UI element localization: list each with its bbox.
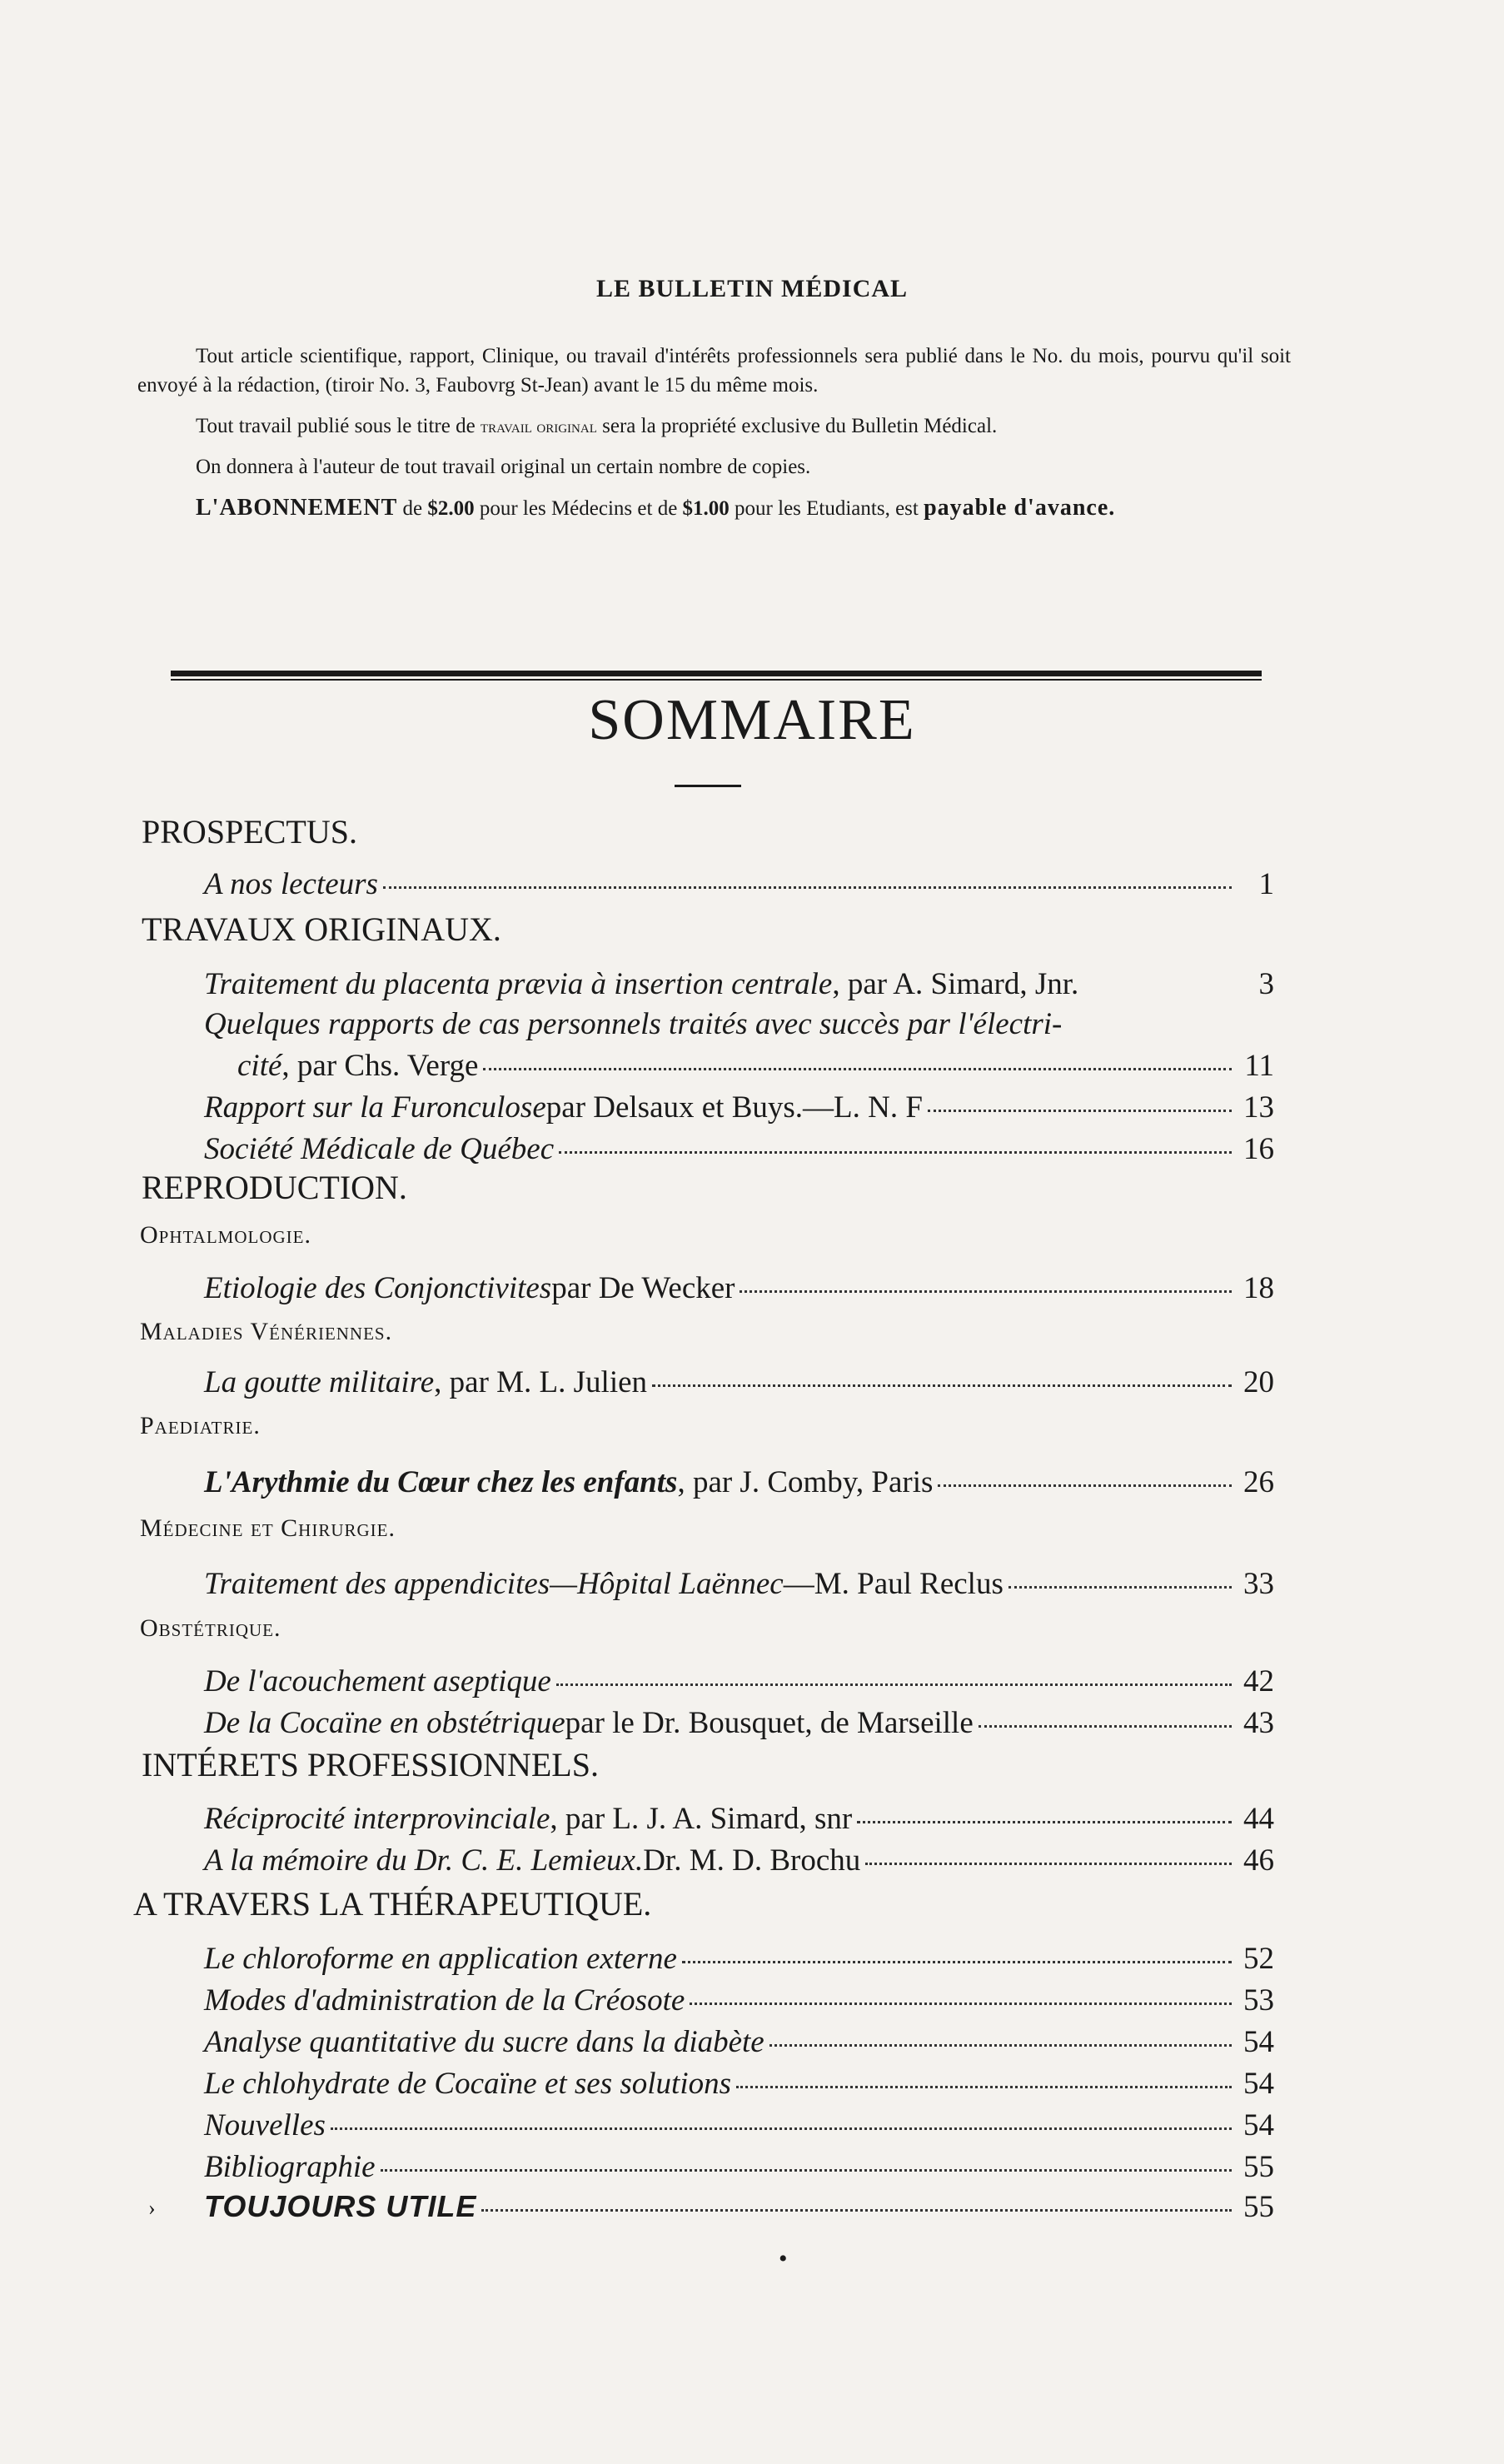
toc-entry bbox=[204, 1663, 1274, 1699]
entry-page: 53 bbox=[1243, 1983, 1274, 2018]
subsection-medecine-chirurgie: Médecine et Chirurgie. bbox=[140, 1514, 396, 1542]
entry-page: 54 bbox=[1243, 2108, 1274, 2142]
leader-dots bbox=[331, 2127, 1232, 2130]
section-therapeutique: A TRAVERS LA THÉRAPEUTIQUE. bbox=[133, 1885, 652, 1923]
leader-dots bbox=[1008, 1586, 1232, 1589]
entry-page: 55 bbox=[1243, 2190, 1274, 2224]
entry-page: 16 bbox=[1243, 1132, 1274, 1166]
short-divider bbox=[675, 785, 741, 787]
leader-dots bbox=[483, 1068, 1232, 1070]
section-interets-professionnels: INTÉRETS PROFESSIONNELS. bbox=[142, 1746, 599, 1783]
entry-title: Réciprocité interprovinciale bbox=[204, 1802, 550, 1836]
entry-author: —M. Paul Reclus bbox=[783, 1567, 1003, 1601]
entry-title: Société Médicale de Québec bbox=[204, 1132, 555, 1166]
entry-page: 33 bbox=[1243, 1567, 1274, 1601]
arrow-mark-icon: › bbox=[148, 2196, 156, 2220]
leader-dots bbox=[865, 1863, 1232, 1865]
entry-page: 11 bbox=[1244, 1049, 1274, 1083]
entry-title: cité bbox=[237, 1049, 282, 1083]
entry-author: par De Wecker bbox=[551, 1271, 735, 1305]
entry-title: Etiologie des Conjonctivites bbox=[204, 1271, 552, 1305]
notice-p2-smallcaps: travail original bbox=[480, 416, 597, 436]
entry-page: 44 bbox=[1243, 1802, 1274, 1836]
toc-entry bbox=[204, 2066, 1274, 2102]
sommaire-heading: SOMMAIRE bbox=[588, 688, 916, 752]
notice-p2-after: sera la propriété exclusive du Bulletin Médical. bbox=[596, 415, 998, 437]
entry-page: 20 bbox=[1243, 1365, 1274, 1399]
price-medecins: $2.00 bbox=[427, 497, 475, 520]
payable-avance: payable d'avance. bbox=[924, 495, 1116, 521]
subsection-paediatrie: Paediatrie. bbox=[140, 1412, 261, 1439]
leader-dots bbox=[938, 1484, 1232, 1487]
entry-page: 55 bbox=[1243, 2150, 1274, 2184]
section-prospectus: PROSPECTUS. bbox=[142, 813, 357, 850]
entry-title: Le chloroforme en application externe bbox=[204, 1942, 677, 1976]
toc-entry bbox=[204, 1566, 1274, 1602]
toc-entry bbox=[204, 1705, 1274, 1741]
entry-author: , par M. L. Julien bbox=[434, 1365, 648, 1399]
notice-p4-text3: pour les Etudiants, est bbox=[729, 497, 924, 520]
entry-page: 46 bbox=[1243, 1843, 1274, 1878]
entry-page: 18 bbox=[1243, 1271, 1274, 1305]
toc-entry bbox=[204, 2149, 1274, 2185]
entry-author: Dr. M. D. Brochu bbox=[643, 1843, 861, 1878]
entry-author: , par Chs. Verge bbox=[281, 1049, 479, 1083]
entry-author: , par J. Comby, Paris bbox=[677, 1465, 934, 1499]
leader-dots bbox=[559, 1151, 1232, 1154]
entry-page: 26 bbox=[1243, 1465, 1274, 1499]
section-reproduction: REPRODUCTION. bbox=[142, 1169, 407, 1206]
entry-title: Analyse quantitative du sucre dans la diabète bbox=[204, 2025, 764, 2059]
toc-entry bbox=[237, 1048, 1274, 1084]
entry-title: Traitement des appendicites—Hôpital Laënnec bbox=[204, 1567, 784, 1601]
entry-page: 1 bbox=[1258, 867, 1274, 901]
entry-page: 13 bbox=[1243, 1090, 1274, 1125]
entry-page: 54 bbox=[1243, 2025, 1274, 2059]
leader-dots bbox=[928, 1110, 1232, 1112]
entry-title-line1: Quelques rapports de cas personnels traités avec succès par l'électri- bbox=[204, 1007, 1063, 1041]
entry-page: 42 bbox=[1243, 1664, 1274, 1698]
toc-entry bbox=[204, 1801, 1274, 1837]
price-etudiants: $1.00 bbox=[682, 497, 730, 520]
thin-divider bbox=[171, 679, 1262, 681]
leader-dots bbox=[383, 886, 1232, 889]
leader-dots bbox=[979, 1725, 1232, 1728]
toc-entry bbox=[204, 2024, 1274, 2060]
subsection-maladies-veneriennes: Maladies Vénériennes. bbox=[140, 1318, 393, 1345]
entry-page: 3 bbox=[1258, 967, 1274, 1001]
subsection-obstetrique: Obstétrique. bbox=[140, 1614, 281, 1642]
subsection-ophtalmologie: Ophtalmologie. bbox=[140, 1221, 311, 1249]
entry-title: A la mémoire du Dr. C. E. Lemieux. bbox=[204, 1843, 644, 1878]
leader-dots bbox=[736, 2086, 1232, 2088]
leader-dots bbox=[857, 1821, 1232, 1823]
notice-p4-text1: de bbox=[397, 497, 428, 520]
toc-entry bbox=[204, 1270, 1274, 1306]
toc-entry bbox=[204, 1364, 1274, 1400]
entry-page: 54 bbox=[1243, 2067, 1274, 2101]
toc-entry bbox=[204, 1090, 1274, 1125]
abonnement-label: L'ABONNEMENT bbox=[196, 495, 398, 521]
entry-title: La goutte militaire bbox=[204, 1365, 435, 1399]
toc-entry bbox=[204, 1843, 1274, 1878]
entry-author: , par A. Simard, Jnr. bbox=[832, 967, 1079, 1001]
entry-page: 43 bbox=[1243, 1706, 1274, 1740]
bulletin-title: LE BULLETIN MÉDICAL bbox=[595, 275, 909, 302]
toc-entry bbox=[204, 1941, 1274, 1977]
leader-dots bbox=[481, 2209, 1232, 2212]
toc-entry bbox=[204, 2107, 1274, 2143]
entry-author: par Delsaux et Buys.—L. N. F bbox=[545, 1090, 923, 1125]
entry-page: 52 bbox=[1243, 1942, 1274, 1976]
notice-paragraph-4 bbox=[137, 493, 1291, 523]
thick-divider bbox=[171, 671, 1262, 676]
toc-entry bbox=[204, 866, 1274, 902]
entry-title: Bibliographie bbox=[204, 2150, 376, 2184]
entry-title: Modes d'administration de la Créosote bbox=[204, 1983, 685, 2018]
notice-paragraph-2 bbox=[137, 411, 1291, 441]
leader-dots bbox=[682, 1961, 1232, 1963]
notice-p4-text2: pour les Médecins et de bbox=[474, 497, 683, 520]
entry-title: Le chlohydrate de Cocaïne et ses solutions bbox=[204, 2067, 732, 2101]
entry-title: De l'acouchement aseptique bbox=[204, 1664, 551, 1698]
notice-p2-before: Tout travail publié sous le titre de bbox=[196, 415, 481, 437]
toc-entry bbox=[204, 1131, 1274, 1167]
leader-dots bbox=[381, 2169, 1232, 2172]
leader-dots bbox=[769, 2044, 1232, 2047]
toc-entry bbox=[204, 2189, 1274, 2225]
entry-author: par le Dr. Bousquet, de Marseille bbox=[565, 1706, 974, 1740]
notice-block bbox=[137, 342, 1291, 535]
toc-entry bbox=[204, 1983, 1274, 2018]
entry-title: Nouvelles bbox=[204, 2108, 326, 2142]
notice-paragraph-3: On donnera à l'auteur de tout travail original un certain nombre de copies. bbox=[196, 456, 811, 478]
leader-dots bbox=[556, 1683, 1232, 1686]
entry-title: Traitement du placenta prævia à insertion centrale bbox=[204, 967, 833, 1001]
leader-dots bbox=[690, 2003, 1232, 2005]
entry-title: De la Cocaïne en obstétrique bbox=[204, 1706, 565, 1740]
entry-author: , par L. J. A. Simard, snr bbox=[550, 1802, 853, 1836]
toc-entry bbox=[204, 1464, 1274, 1500]
leader-dots bbox=[652, 1384, 1232, 1387]
entry-title: L'Arythmie du Cœur chez les enfants bbox=[204, 1465, 678, 1499]
toc-entry bbox=[204, 966, 1274, 1002]
section-travaux-originaux: TRAVAUX ORIGINAUX. bbox=[142, 910, 501, 948]
entry-title: A nos lecteurs bbox=[204, 867, 378, 901]
leader-dots bbox=[740, 1290, 1232, 1293]
entry-title: TOUJOURS UTILE bbox=[204, 2189, 477, 2223]
notice-paragraph-1: Tout article scientifique, rapport, Clinique, ou travail d'intérêts professionnels sera publié dans le No. du mois, pourvu qu'il soit envoyé à la rédaction, (tiroir No. 3, Faubovrg St-Jean) avant le 15 du même mois. bbox=[137, 345, 1291, 397]
entry-title: Rapport sur la Furonculose bbox=[204, 1090, 546, 1125]
ink-dot-mark: • bbox=[779, 2245, 788, 2272]
